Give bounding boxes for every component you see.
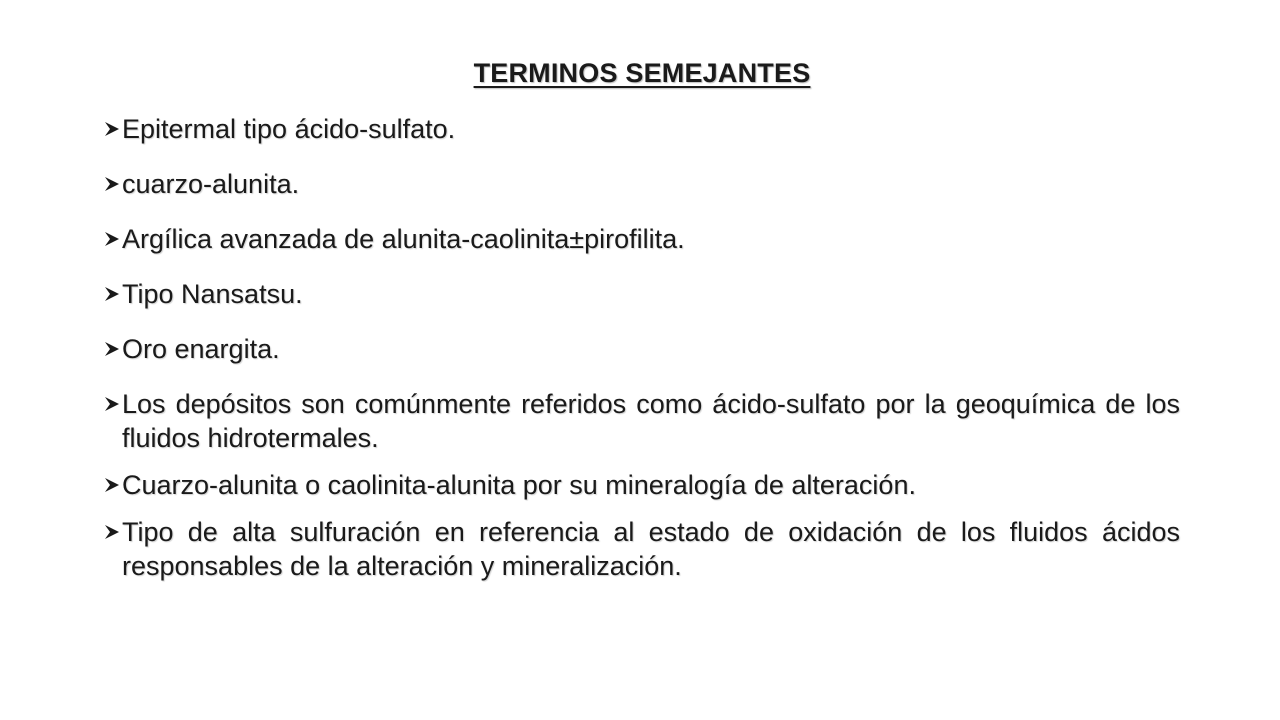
slide-title: TERMINOS SEMEJANTES <box>473 58 811 88</box>
list-item <box>104 222 1180 256</box>
list-item-text: Argílica avanzada de alunita-caolinita±pirofilita. <box>122 224 685 254</box>
arrowhead-bullet-icon <box>104 112 122 146</box>
list-item <box>104 332 1180 366</box>
list-item-text: Tipo de alta sulfuración en referencia al estado de oxidación de los fluidos ácidos responsables de la alteración y mineralización. <box>122 517 1180 581</box>
list-item-text: Oro enargita. <box>122 334 280 364</box>
arrowhead-bullet-icon <box>104 277 122 311</box>
list-item-text: cuarzo-alunita. <box>122 169 300 199</box>
list-item-text: Tipo Nansatsu. <box>122 279 303 309</box>
arrowhead-bullet-icon <box>104 332 122 366</box>
list-item-text: Epitermal tipo ácido-sulfato. <box>122 114 456 144</box>
list-item-text: Cuarzo-alunita o caolinita-alunita por su mineralogía de alteración. <box>122 470 916 500</box>
arrowhead-bullet-icon <box>104 515 122 549</box>
list-item <box>104 387 1180 455</box>
list-item <box>104 112 1180 146</box>
list-item <box>104 468 1180 502</box>
list-item <box>104 515 1180 583</box>
list-item <box>104 277 1180 311</box>
arrowhead-bullet-icon <box>104 167 122 201</box>
arrowhead-bullet-icon <box>104 387 122 421</box>
list-item-text: Los depósitos son comúnmente referidos como ácido-sulfato por la geoquímica de los fluidos hidrotermales. <box>122 389 1180 453</box>
arrowhead-bullet-icon <box>104 222 122 256</box>
bullet-list <box>104 112 1180 604</box>
arrowhead-bullet-icon <box>104 468 122 502</box>
list-item <box>104 167 1180 201</box>
